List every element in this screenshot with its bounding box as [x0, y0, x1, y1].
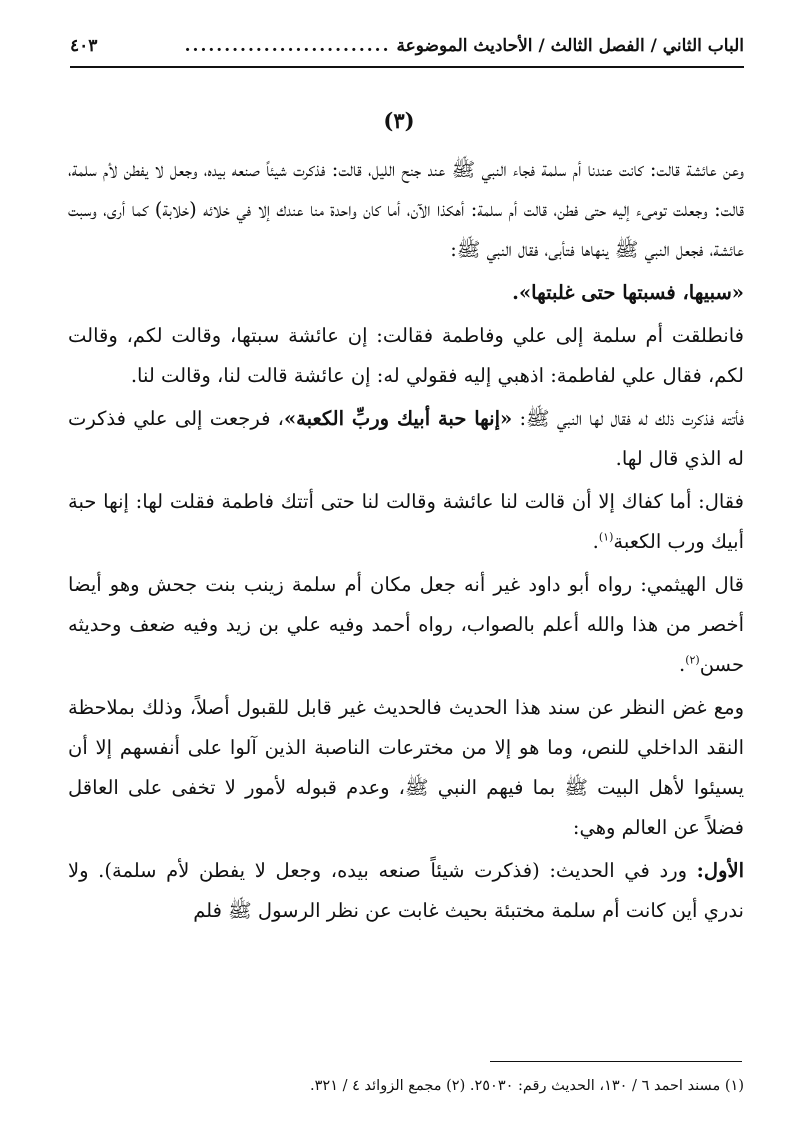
paragraph-text: فأتته فذكرت ذلك له فقال لها النبي ﷺ:: [512, 407, 744, 430]
paragraph-text: ، فرجعت إلى علي فذكرت له الذي قال لها.: [68, 407, 744, 470]
paragraph-text: فقال: أما كفاك إلا أن قالت لنا عائشة وقالت لنا حتى أتتك فاطمة فقلت لها: إنها حبة أبيك ورب الكعبة: [68, 490, 744, 553]
running-title: الباب الثاني / الفصل الثالث / الأحاديث الموضوعة: [396, 36, 744, 56]
paragraph-text: قال الهيثمي: رواه أبو داود غير أنه جعل مكان أم سلمة زينب بنت جحش وهو أيضا أخصر من هذا والله أعلم بالصواب، رواه أحمد وفيه علي بن زيد وفيه ضعف وحديثه حسن: [68, 573, 744, 676]
quote-text: «سبيها، فسبتها حتى غلبتها».: [512, 281, 744, 304]
paragraph-narration: [68, 482, 744, 562]
paragraph-text: فانطلقت أم سلمة إلى علي وفاطمة فقالت: إن عائشة سبتها، وقالت لكم، وقالت لكم، فقال علي لفاطمة: اذهبي إليه فقولي له: إن عائشة قالت لنا، وقالت لنا.: [68, 324, 744, 387]
point-label: الأول:: [696, 859, 744, 882]
paragraph-commentary: [68, 565, 744, 685]
body-text: [68, 150, 744, 931]
paragraph-narration: [68, 399, 744, 479]
running-header: [70, 30, 744, 62]
leader-dots: ..........................: [184, 36, 391, 56]
paragraph-narration: [68, 150, 744, 270]
footnote-ref[interactable]: (١): [598, 530, 614, 544]
paragraph-text: ومع غض النظر عن سند هذا الحديث فالحديث غير قابل للقبول أصلاً، وذلك بملاحظة النقد الداخلي للنص، وما هو إلا من مخترعات الناصبة الذين آلوا على أنفسهم إلا أن يسيئوا لأهل البيت ﷺ بما فيهم النبي ﷺ، وعدم قبوله لأمور لا تخفى على العاقل فضلاً عن العالم وهي:: [68, 696, 744, 839]
paragraph-text: ورد في الحديث: (فذكرت شيئاً صنعه بيده، وجعل لا يفطن لأم سلمة). ولا ندري أين كانت أم سلمة مختبئة بحيث غابت عن نظر الرسول ﷺ فلم: [68, 859, 744, 922]
quote-text: «إنها حبة أبيك وربِّ الكعبة»: [283, 407, 513, 430]
hadith-number: (٣): [383, 108, 415, 133]
paragraph-narration: [68, 316, 744, 396]
paragraph-commentary: [68, 688, 744, 848]
page-number: ٤٠٣: [70, 36, 98, 56]
footnotes: (١) مسند احمد ٦ / ١٣٠، الحديث رقم: ٢٥٠٣٠. (٢) مجمع الزوائد ٤ / ٣٢١.: [310, 1078, 744, 1094]
paragraph-text: .: [592, 530, 599, 553]
paragraph-text: .: [678, 653, 686, 676]
header-rule: [70, 66, 744, 68]
footnote-rule: [490, 1061, 742, 1062]
paragraph-text: وعن عائشة قالت: كانت عندنا أم سلمة فجاء النبي ﷺ عند جنح الليل، قالت: فذكرت شيئاً صنعه بيده، وجعل لا يفطن لأم سلمة، قالت: وجعلت تومىء إليه حتى فطن، قالت أم سلمة: أهكذا الآن، أما كان واحدة منا عندك إلا في خلائه (خلابة) كما أرى، وسبت عائشة، فجعل النبي ﷺ ينهاها فتأبى، فقال النبي ﷺ:: [68, 158, 744, 261]
paragraph-quote: [68, 273, 744, 313]
paragraph-commentary: [68, 851, 744, 931]
footnote-ref[interactable]: (٢): [685, 653, 700, 667]
